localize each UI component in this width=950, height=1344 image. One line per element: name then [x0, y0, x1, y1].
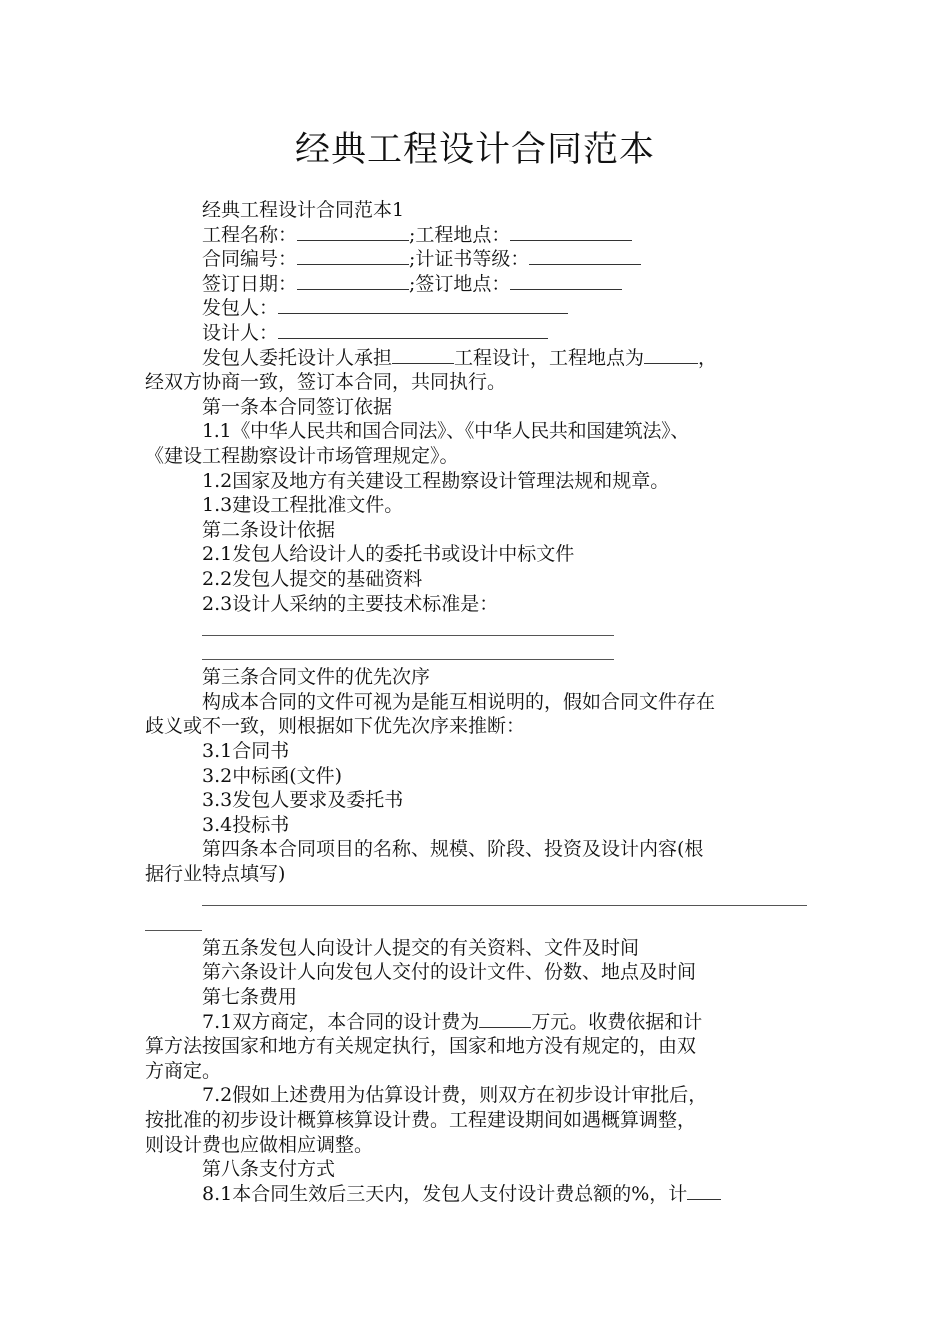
blank-project-location[interactable]	[510, 224, 632, 241]
article3-item1: 3.1合同书	[202, 740, 290, 763]
label-cert-level: ;计证书等级：	[409, 248, 530, 271]
article7-item1-line2: 算方法按国家和地方有关规定执行，国家和地方没有规定的，由双	[145, 1035, 697, 1058]
intro-paragraph	[145, 346, 810, 395]
article1-item2: 1.2国家及地方有关建设工程勘察设计管理法规和规章。	[202, 469, 670, 492]
article6-heading: 第六条设计人向发包人交付的设计文件、份数、地点及时间	[202, 961, 697, 984]
label-sign-date: 签订日期：	[202, 272, 298, 295]
article7-item2	[145, 1083, 810, 1157]
article3-item3: 3.3发包人要求及委托书	[202, 789, 404, 812]
article3-heading: 第三条合同文件的优先次序	[202, 666, 431, 689]
intro-text-4: 经双方协商一致，签订本合同，共同执行。	[145, 371, 507, 394]
blank-payment-amount[interactable]	[687, 1183, 721, 1200]
blank-standards-line-2[interactable]	[145, 641, 810, 666]
blank-location[interactable]	[644, 347, 698, 364]
article7-item1	[145, 1010, 810, 1084]
article1-item1-line1: 1.1《中华人民共和国合同法》、《中华人民共和国建筑法》、	[202, 420, 690, 443]
blank-project[interactable]	[392, 347, 454, 364]
blank-standards-line-1[interactable]	[145, 616, 810, 641]
label-project-location: ;工程地点：	[409, 223, 511, 246]
article7-item2-line2: 按批准的初步设计概算核算设计费。工程建设期间如遇概算调整，	[145, 1108, 697, 1131]
intro-text-1: 发包人委托设计人承担	[202, 346, 393, 369]
article2-item2: 2.2发包人提交的基础资料	[202, 567, 423, 590]
label-sign-place: ;签订地点：	[409, 272, 511, 295]
article5-heading: 第五条发包人向设计人提交的有关资料、文件及时间	[202, 936, 640, 959]
article1-item1	[145, 419, 810, 468]
article8-heading: 第八条支付方式	[202, 1158, 336, 1181]
article2-heading: 第二条设计依据	[202, 518, 336, 541]
field-row-project	[145, 223, 810, 248]
label-contract-no: 合同编号：	[202, 248, 298, 271]
article3-paragraph-line2: 歧义或不一致，则根据如下优先次序来推断：	[145, 715, 526, 738]
blank-article4-line-2[interactable]	[145, 911, 810, 936]
intro-text-2: 工程设计，工程地点为	[454, 346, 645, 369]
article3-item4: 3.4投标书	[202, 813, 290, 836]
field-row-contract	[145, 247, 810, 272]
blank-article4-line-1[interactable]	[145, 887, 810, 912]
blank-design-fee[interactable]	[479, 1011, 531, 1028]
field-row-designer	[145, 321, 810, 346]
field-row-employer	[145, 296, 810, 321]
document-title: 经典工程设计合同范本	[294, 130, 655, 170]
article7-item1-line3: 方商定。	[145, 1059, 222, 1082]
article3-item2: 3.2中标函(文件)	[202, 764, 343, 787]
article1-heading: 第一条本合同签订依据	[202, 395, 393, 418]
article8-item1	[145, 1182, 810, 1207]
article7-item2-line3: 则设计费也应做相应调整。	[145, 1133, 374, 1156]
blank-project-name[interactable]	[297, 224, 409, 241]
article2-item3: 2.3设计人采纳的主要技术标准是：	[202, 592, 499, 615]
article7-item1-text-b: 万元。收费依据和计	[531, 1010, 703, 1033]
article3-paragraph-line1: 构成本合同的文件可视为是能互相说明的，假如合同文件存在	[202, 690, 716, 713]
label-designer: 设计人：	[202, 321, 279, 344]
blank-contract-no[interactable]	[297, 248, 409, 265]
blank-sign-place[interactable]	[510, 273, 622, 290]
article3-paragraph	[145, 690, 810, 739]
blank-sign-date[interactable]	[297, 273, 409, 290]
field-row-sign	[145, 272, 810, 297]
blank-cert-level[interactable]	[529, 248, 641, 265]
article7-item1-text-a: 7.1双方商定，本合同的设计费为	[202, 1010, 480, 1033]
article4-heading-line1: 第四条本合同项目的名称、规模、阶段、投资及设计内容(根	[202, 838, 704, 861]
blank-employer[interactable]	[278, 297, 568, 314]
article7-heading: 第七条费用	[202, 986, 298, 1008]
article8-item1-text: 8.1本合同生效后三天内，发包人支付设计费总额的%，计	[202, 1182, 688, 1205]
article2-item1: 2.1发包人给设计人的委托书或设计中标文件	[202, 543, 575, 566]
document-body	[145, 198, 810, 1206]
article7-item2-line1: 7.2假如上述费用为估算设计费，则双方在初步设计审批后，	[202, 1084, 708, 1107]
blank-designer[interactable]	[278, 322, 548, 339]
article4-heading-line2: 据行业特点填写)	[145, 863, 286, 886]
label-project-name: 工程名称：	[202, 223, 298, 246]
article1-item1-line2: 《建设工程勘察设计市场管理规定》。	[145, 444, 459, 467]
article4-heading	[145, 837, 810, 886]
intro-text-3: ，	[698, 346, 718, 369]
article1-item3: 1.3建设工程批准文件。	[202, 494, 404, 517]
subtitle: 经典工程设计合同范本1	[202, 199, 405, 221]
label-employer: 发包人：	[202, 297, 279, 320]
